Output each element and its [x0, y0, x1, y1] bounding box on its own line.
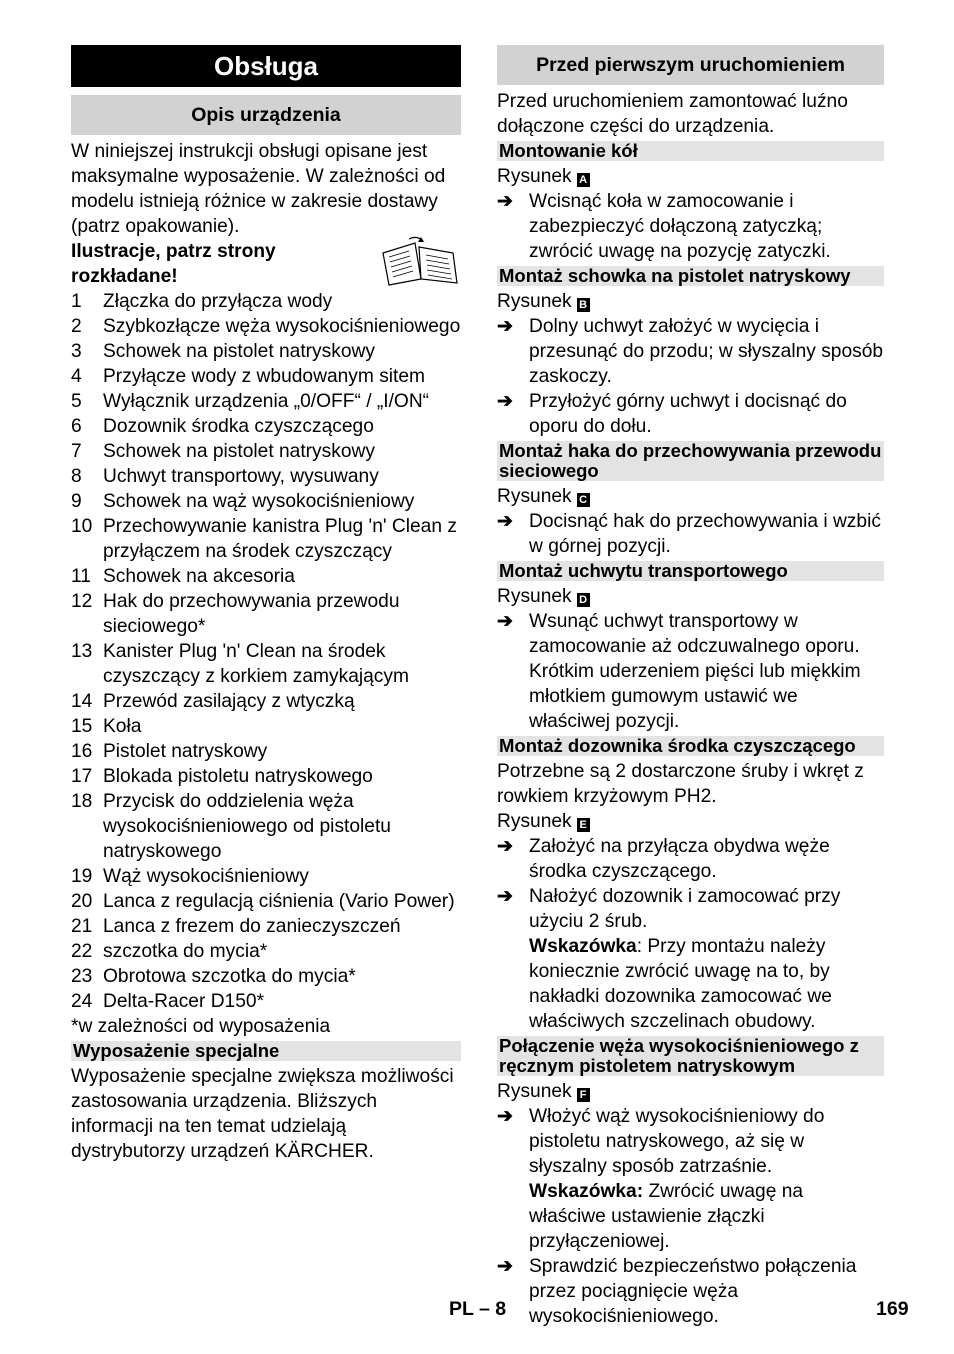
step-text: Nałożyć dozownik i zamocować przy użyciu 2 śrub.: [529, 886, 841, 932]
step-content: [529, 389, 884, 439]
item-text: Przyłącze wody z wbudowanym sitem: [103, 366, 426, 387]
list-item: [71, 414, 461, 439]
list-item: [71, 389, 461, 414]
note-label: Wskazówka: [529, 936, 637, 957]
list-item: [71, 889, 461, 914]
open-book-icon: [379, 235, 461, 287]
item-number: 23: [71, 966, 93, 987]
instruction-step: [497, 1254, 884, 1329]
prerequisite-text: Potrzebne są 2 dostarczone śruby i wkręt z rowkiem krzyżowym PH2.: [497, 761, 864, 807]
item-number: 9: [71, 491, 82, 512]
subsection-heading: Montaż dozownika środka czyszczącego: [497, 736, 884, 756]
figure-reference: [497, 1079, 884, 1104]
list-item: [71, 714, 461, 739]
list-item: [71, 689, 461, 714]
item-text: Schowek na akcesoria: [103, 566, 295, 587]
instruction-step: [497, 189, 884, 264]
arrow-icon: ➔: [497, 391, 514, 412]
arrow-icon: ➔: [497, 611, 514, 632]
illustration-note-text: Ilustracje, patrz strony rozkładane!: [71, 241, 276, 287]
right-column: [497, 45, 884, 1329]
figure-reference: [497, 809, 884, 834]
instruction-step: [497, 609, 884, 734]
item-number: 7: [71, 441, 82, 462]
step-content: [529, 834, 884, 884]
note: [529, 934, 884, 1034]
figure-label: Rysunek: [497, 586, 572, 607]
subsection-heading: Montaż haka do przechowywania przewodu sieciowego: [497, 441, 884, 481]
special-accessories-text: Wyposażenie specjalne zwiększa możliwości zastosowania urządzenia. Bliższych informacji na ten temat udzielają dystrybutorzy urządzeń KÄRCHER.: [71, 1066, 454, 1162]
step-text: Wcisnąć koła w zamocowanie i zabezpieczyć dołączoną zatyczką; zwrócić uwagę na pozycję zatyczki.: [529, 191, 831, 262]
item-text: Delta-Racer D150*: [103, 991, 265, 1012]
intro-text: W niniejszej instrukcji obsługi opisane jest maksymalne wyposażenie. W zależności od modelu istnieją różnice w zakresie dostawy (patrz opakowanie).: [71, 141, 446, 237]
item-text: Przechowywanie kanistra Plug 'n' Clean z przyłączem na środek czyszczący: [103, 516, 457, 562]
item-text: Uchwyt transportowy, wysuwany: [103, 466, 379, 487]
list-item: [71, 364, 461, 389]
instruction-step: [497, 884, 884, 1034]
item-text: Schowek na pistolet natryskowy: [103, 441, 375, 462]
section-heading: Przed pierwszym uruchomieniem: [497, 45, 884, 85]
step-text: Przyłożyć górny uchwyt i docisnąć do oporu do dołu.: [529, 391, 847, 437]
item-text: Lanca z frezem do zanieczyszczeń: [103, 916, 401, 937]
step-text: Włożyć wąż wysokociśnieniowy do pistoletu natryskowego, aż się w słyszalny sposób zatrzaśnie.: [529, 1106, 825, 1177]
item-text: Pistolet natryskowy: [103, 741, 268, 762]
item-number: 10: [71, 516, 93, 537]
subsection-heading: Wyposażenie specjalne: [71, 1041, 461, 1061]
illustration-note: [71, 239, 461, 289]
subsection-heading: Montaż schowka na pistolet natryskowy: [497, 266, 884, 286]
item-text: Dozownik środka czyszczącego: [103, 416, 374, 437]
item-number: 20: [71, 891, 93, 912]
step-text: Docisnąć hak do przechowywania i wzbić w górnej pozycji.: [529, 511, 881, 557]
item-number: 13: [71, 641, 93, 662]
item-text: Koła: [103, 716, 142, 737]
item-text: Lanca z regulacją ciśnienia (Vario Power): [103, 891, 455, 912]
item-number: 1: [71, 291, 82, 312]
list-item: [71, 564, 461, 589]
list-item: [71, 939, 461, 964]
item-number: 11: [71, 566, 91, 587]
arrow-icon: ➔: [497, 191, 514, 212]
instruction-step: [497, 509, 884, 559]
figure-letter-badge: E: [577, 818, 590, 832]
step-content: [529, 1104, 884, 1254]
item-number: 3: [71, 341, 82, 362]
figure-letter-badge: B: [577, 298, 590, 312]
item-number: 8: [71, 466, 82, 487]
note-label: Wskazówka:: [529, 1181, 644, 1202]
list-item: [71, 489, 461, 514]
list-item: [71, 289, 461, 314]
item-number: 4: [71, 366, 82, 387]
item-number: 15: [71, 716, 93, 737]
item-number: 6: [71, 416, 82, 437]
note-text: Zwrócić uwagę na właściwe ustawienie złączki przyłączeniowej.: [529, 1181, 804, 1252]
figure-letter-badge: D: [577, 593, 590, 607]
arrow-icon: ➔: [497, 886, 514, 907]
item-text: szczotka do mycia*: [103, 941, 268, 962]
figure-label: Rysunek: [497, 811, 572, 832]
list-item: [71, 914, 461, 939]
item-text: Przycisk do oddzielenia węża wysokociśnieniowego od pistoletu natryskowego: [103, 791, 391, 862]
item-text: Hak do przechowywania przewodu sieciowego*: [103, 591, 400, 637]
figure-reference: [497, 289, 884, 314]
item-number: 22: [71, 941, 93, 962]
item-text: Wyłącznik urządzenia „0/OFF“ / „I/ON“: [103, 391, 430, 412]
step-text: Założyć na przyłącza obydwa węże środka czyszczącego.: [529, 836, 830, 882]
item-number: 19: [71, 866, 93, 887]
instruction-step: [497, 834, 884, 884]
figure-reference: [497, 164, 884, 189]
item-text: Schowek na pistolet natryskowy: [103, 341, 375, 362]
step-text: Wsunąć uchwyt transportowy w zamocowanie aż odczuwalnego oporu. Krótkim uderzeniem pięści lub miękkim młotkiem gumowym ustawić we właściwej pozycji.: [529, 611, 861, 732]
section-heading: Opis urządzenia: [71, 95, 461, 135]
instruction-step: [497, 389, 884, 439]
step-content: [529, 314, 884, 389]
footnote: *w zależności od wyposażenia: [71, 1016, 331, 1037]
item-text: Przewód zasilający z wtyczką: [103, 691, 355, 712]
item-number: 17: [71, 766, 93, 787]
figure-label: Rysunek: [497, 1081, 572, 1102]
figure-letter-badge: F: [577, 1088, 590, 1102]
instruction-step: [497, 1104, 884, 1254]
step-content: [529, 189, 884, 264]
item-number: 5: [71, 391, 82, 412]
list-item: [71, 739, 461, 764]
list-item: [71, 789, 461, 864]
subsection-heading: Montowanie kół: [497, 141, 884, 161]
item-number: 12: [71, 591, 93, 612]
step-content: [529, 609, 884, 734]
figure-label: Rysunek: [497, 166, 572, 187]
list-item: [71, 439, 461, 464]
list-item: [71, 464, 461, 489]
subsection-heading: Montaż uchwytu transportowego: [497, 561, 884, 581]
item-number: 14: [71, 691, 93, 712]
figure-reference: [497, 584, 884, 609]
left-column: [71, 45, 461, 1164]
item-number: 16: [71, 741, 93, 762]
item-text: Obrotowa szczotka do mycia*: [103, 966, 356, 987]
item-text: Blokada pistoletu natryskowego: [103, 766, 373, 787]
list-item: [71, 764, 461, 789]
step-content: [529, 1254, 884, 1329]
arrow-icon: ➔: [497, 316, 514, 337]
language-page: PL – 8: [449, 1298, 507, 1320]
arrow-icon: ➔: [497, 511, 514, 532]
step-content: [529, 884, 884, 1034]
figure-label: Rysunek: [497, 486, 572, 507]
list-item: [71, 314, 461, 339]
arrow-icon: ➔: [497, 1106, 514, 1127]
step-text: Sprawdzić bezpieczeństwo połączenia przez pociągnięcie węża wysokociśnieniowego.: [529, 1256, 857, 1327]
subsection-heading: Połączenie węża wysokociśnieniowego z ręcznym pistoletem natryskowym: [497, 1036, 884, 1076]
list-item: [71, 964, 461, 989]
list-item: [71, 989, 461, 1014]
figure-letter-badge: A: [577, 173, 590, 187]
figure-label: Rysunek: [497, 291, 572, 312]
figure-reference: [497, 484, 884, 509]
list-item: [71, 589, 461, 639]
arrow-icon: ➔: [497, 1256, 514, 1277]
step-content: [529, 509, 884, 559]
item-number: 18: [71, 791, 93, 812]
figure-letter-badge: C: [577, 493, 590, 507]
list-item: [71, 864, 461, 889]
item-text: Kanister Plug 'n' Clean na środek czyszczący z korkiem zamykającym: [103, 641, 409, 687]
note-text: : Przy montażu należy koniecznie zwrócić uwagę na to, by nakładki dozownika zamocować we właściwych szczelinach obudowy.: [529, 936, 832, 1032]
list-item: [71, 514, 461, 564]
list-item: [71, 339, 461, 364]
item-number: 24: [71, 991, 93, 1012]
item-text: Wąż wysokociśnieniowy: [103, 866, 309, 887]
arrow-icon: ➔: [497, 836, 514, 857]
page-number: 169: [876, 1298, 909, 1320]
step-text: Dolny uchwyt założyć w wycięcia i przesunąć do przodu; w słyszalny sposób zaskoczy.: [529, 316, 884, 387]
item-number: 2: [71, 316, 82, 337]
assembly-instructions: [497, 141, 884, 1329]
section-title: Obsługa: [71, 45, 461, 87]
parts-list: [71, 289, 461, 1014]
list-item: [71, 639, 461, 689]
instruction-step: [497, 314, 884, 389]
item-number: 21: [71, 916, 93, 937]
item-text: Złączka do przyłącza wody: [103, 291, 333, 312]
intro-text: Przed uruchomieniem zamontować luźno dołączone części do urządzenia.: [497, 91, 848, 137]
item-text: Szybkozłącze węża wysokociśnieniowego: [103, 316, 461, 337]
note: [529, 1179, 884, 1254]
item-text: Schowek na wąż wysokociśnieniowy: [103, 491, 415, 512]
